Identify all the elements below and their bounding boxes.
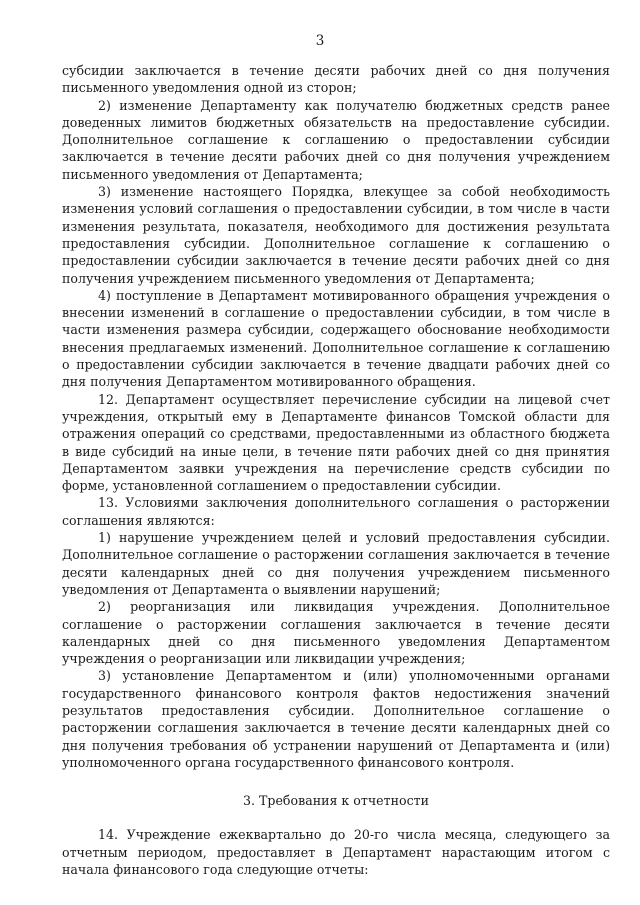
paragraph: 2) реорганизация или ликвидация учреждения. Дополнительное соглашение о расторжении соглашения заключается в течение десяти календарных дней со дня письменного уведомления Департаментом учреждения о реорганизации или ликвидации учреждения; [62,599,610,667]
paragraph: 13. Условиями заключения дополнительного соглашения о расторжении соглашения являются: [62,495,610,528]
page-number: 3 [315,33,325,49]
paragraph: 4) поступление в Департамент мотивированного обращения учреждения о внесении изменений в соглашение о предоставлении субсидии, в том числе в части изменения размера субсидии, содержащего обоснование необходимости внесения предлагаемых изменений. Дополнительное соглашение к соглашению о предоставлении субсидии заключается в течение двадцати рабочих дней со дня получения Департаментом мотивированного обращения. [62,287,610,390]
paragraph: 2) изменение Департаменту как получателю бюджетных средств ранее доведенных лимитов бюджетных обязательств на предоставление субсидии. Дополнительное соглашение к соглашению о предоставлении субсидии заключается в течение десяти рабочих дней со дня получения учреждением письменного уведомления от Департамента; [62,97,610,182]
paragraph: 1) нарушение учреждением целей и условий предоставления субсидии. Дополнительное соглашение о расторжении соглашения заключается в течение десяти календарных дней со дня получения учреждением письменного уведомления от Департамента о выявлении нарушений; [62,530,610,597]
paragraph: субсидии заключается в течение десяти рабочих дней со дня получения письменного уведомления одной из сторон; [62,63,610,96]
paragraph: 3) изменение настоящего Порядка, влекущее за собой необходимость изменения условий соглашения о предоставлении субсидии, в том числе в части изменения результата, показателя, необходимого для достижения результата предоставления субсидии. Дополнительное соглашение к соглашению о предоставлении субсидии заключается в течение десяти рабочих дней со дня получения учреждением письменного уведомления от Департамента; [62,184,610,286]
paragraph: 14. Учреждение ежеквартально до 20-го числа месяца, следующего за отчетным периодом, предоставляет в Департамент нарастающим итогом с начала финансового года следующие отчеты: [62,827,610,878]
section-heading: 3. Требования к отчетности [243,793,429,809]
paragraph: 3) установление Департаментом и (или) уполномоченными органами государственного финансового контроля фактов недостижения значений результатов предоставления субсидии. Дополнительное соглашение о расторжении соглашения заключается в течение десяти календарных дней со дня получения требования об устранении нарушений от Департамента и (или) уполномоченного органа государственного финансового контроля. [62,668,610,770]
document-body [62,62,610,878]
paragraph: 12. Департамент осуществляет перечисление субсидии на лицевой счет учреждения, открытый ему в Департаменте финансов Томской области для отражения операций со средствами, предоставленными из областного бюджета в виде субсидий на иные цели, в течение пяти рабочих дней со дня принятия Департаментом заявки учреждения на перечисление средств субсидии по форме, установленной соглашением о предоставлении субсидии. [62,391,610,494]
